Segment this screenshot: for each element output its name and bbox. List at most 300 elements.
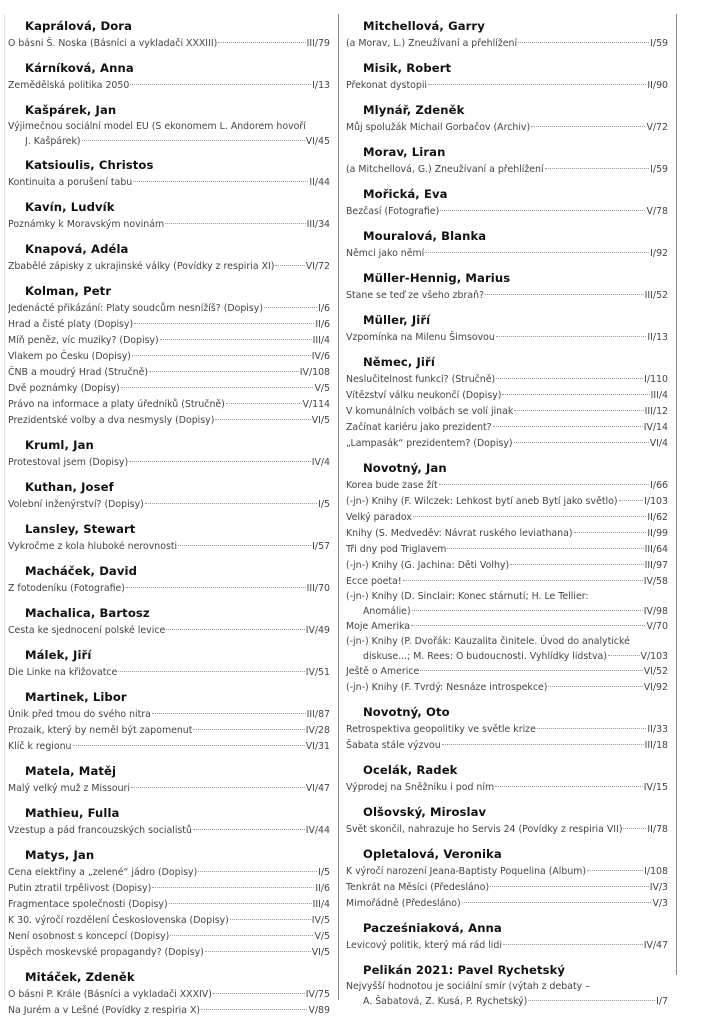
issue-page: III/52 (644, 290, 668, 301)
article-entry[interactable] (8, 349, 330, 365)
article-title: Stane se teď ze všeho zbraň? (346, 290, 484, 301)
article-entry[interactable] (8, 929, 330, 945)
article-entry[interactable] (8, 365, 330, 381)
dot-leader (428, 84, 646, 85)
article-entry[interactable] (346, 558, 668, 574)
dot-leader (131, 787, 305, 788)
article-entry[interactable] (346, 420, 668, 436)
article-entry[interactable] (8, 317, 330, 333)
article-row (8, 929, 330, 945)
dot-leader (152, 713, 306, 714)
issue-page: IV/5 (311, 915, 330, 926)
author-name: Mitáček, Zdeněk (25, 970, 135, 984)
issue-page: IV/14 (643, 422, 668, 433)
article-entry[interactable] (8, 987, 330, 1003)
dot-leader (531, 126, 645, 127)
article-row (346, 722, 668, 738)
author-name: Mouralová, Blanka (363, 229, 487, 243)
author-name: Pelikán 2021: Pavel Rychetský (363, 963, 566, 977)
article-entry[interactable] (8, 381, 330, 397)
author-name: Novotný, Oto (363, 705, 450, 719)
article-entry[interactable] (346, 288, 668, 304)
issue-page: I/108 (644, 866, 668, 877)
article-entry[interactable] (8, 413, 330, 429)
article-title: Němci jako němí (346, 248, 425, 259)
author-name: Kavín, Ludvík (25, 200, 115, 214)
issue-page: II/78 (647, 824, 668, 835)
author-entry (346, 17, 668, 52)
author-entry (8, 846, 330, 961)
article-title: Vykročme z kola hluboké nerovnosti (8, 541, 178, 552)
article-entry[interactable] (346, 635, 668, 664)
dot-leader (166, 629, 304, 630)
issue-page: IV/51 (305, 667, 330, 678)
article-row (8, 665, 330, 681)
article-row (8, 413, 330, 429)
author-entry (8, 240, 330, 275)
article-entry[interactable] (346, 738, 668, 754)
dot-leader (73, 745, 305, 746)
article-row (8, 865, 330, 881)
article-entry[interactable] (8, 36, 330, 52)
article-row (346, 822, 668, 838)
index-column-right (346, 17, 668, 1016)
issue-page: V/5 (314, 383, 330, 394)
author-entry (8, 101, 330, 149)
article-row (346, 604, 668, 619)
article-row (346, 664, 668, 680)
dot-leader (169, 903, 312, 904)
issue-page: VI/5 (311, 415, 330, 426)
article-row (8, 897, 330, 913)
author-name: Olšovský, Miroslav (363, 805, 487, 819)
author-entry (8, 646, 330, 681)
issue-page: IV/6 (311, 351, 330, 362)
issue-page: V/70 (646, 621, 668, 632)
issue-page: III/79 (306, 38, 330, 49)
author-entry (346, 101, 668, 136)
dot-leader (130, 84, 311, 85)
article-entry[interactable] (8, 1003, 330, 1019)
article-title: Nejvyšší hodnotou je sociální smír (výtah z debaty – (346, 981, 590, 992)
article-row (8, 259, 330, 275)
article-entry[interactable] (8, 739, 330, 755)
article-title: Právo na informace a platy úředníků (Stručně) (8, 399, 225, 410)
issue-page: VI/4 (649, 438, 668, 449)
article-entry[interactable] (8, 333, 330, 349)
article-title: Hrad a čisté platy (Dopisy) (8, 319, 134, 330)
author-name: Matela, Matěj (25, 764, 117, 778)
right-column-rule (676, 14, 677, 975)
article-title: Levicový politik, který má rád lidi (346, 940, 502, 951)
issue-page: V/78 (646, 206, 668, 217)
dot-leader (82, 140, 305, 141)
article-entry[interactable] (8, 881, 330, 897)
article-entry[interactable] (346, 590, 668, 619)
author-entry (8, 478, 330, 513)
article-title: Můj spolužák Michail Gorbačov (Archiv) (346, 122, 531, 133)
author-entry (346, 185, 668, 220)
article-title: Mimořádně (Předesláno) (346, 898, 461, 909)
article-title: V komunálních volbách se volí jinak (346, 406, 514, 417)
article-row (346, 478, 668, 494)
author-entry (346, 227, 668, 262)
author-entry (346, 761, 668, 796)
dot-leader (198, 871, 317, 872)
article-row (8, 581, 330, 597)
article-entry[interactable] (8, 175, 330, 191)
article-row (346, 420, 668, 436)
article-title: „Lampasák“ prezidentem? (Dopisy) (346, 438, 513, 449)
author-entry (8, 562, 330, 597)
issue-page: I/13 (312, 80, 330, 91)
article-row (8, 497, 330, 513)
article-row (8, 301, 330, 317)
dot-leader (145, 503, 317, 504)
article-row (8, 781, 330, 797)
author-name: Kuthan, Josef (25, 480, 114, 494)
article-title: Vlakem po Česku (Dopisy) (8, 351, 131, 362)
article-row (346, 542, 668, 558)
dot-leader (132, 355, 311, 356)
article-entry[interactable] (346, 372, 668, 388)
issue-page: I/103 (644, 496, 668, 507)
author-entry (8, 156, 330, 191)
dot-leader (623, 828, 646, 829)
article-row (8, 78, 330, 94)
article-row (346, 510, 668, 526)
issue-page: IV/49 (305, 625, 330, 636)
dot-leader (129, 461, 311, 462)
author-name: Pacześniaková, Anna (363, 921, 502, 935)
article-title: Volební inženýrství? (Dopisy) (8, 499, 144, 510)
article-entry[interactable] (346, 478, 668, 494)
author-name: Martinek, Libor (25, 690, 127, 704)
dot-leader (213, 993, 305, 994)
dot-leader (537, 728, 647, 729)
issue-page: V/72 (646, 122, 668, 133)
article-entry[interactable] (346, 78, 668, 94)
article-row (346, 372, 668, 388)
issue-page: VI/31 (305, 741, 330, 752)
author-name: Müller-Hennig, Marius (363, 271, 511, 285)
article-entry[interactable] (346, 120, 668, 136)
article-row (8, 455, 330, 471)
dot-leader (485, 294, 644, 295)
author-name: Ocelák, Radek (363, 763, 458, 777)
article-entry[interactable] (346, 896, 668, 912)
issue-page: V/3 (652, 898, 668, 909)
article-entry[interactable] (346, 404, 668, 420)
dot-leader (134, 323, 314, 324)
issue-page: VI/52 (643, 666, 668, 677)
article-entry[interactable] (346, 246, 668, 262)
issue-page: I/57 (312, 541, 330, 552)
article-entry[interactable] (346, 494, 668, 510)
article-entry[interactable] (8, 865, 330, 881)
issue-page: IV/98 (643, 606, 668, 617)
article-entry[interactable] (346, 330, 668, 346)
issue-page: IV/44 (305, 825, 330, 836)
dot-leader (193, 729, 304, 730)
issue-page: III/34 (306, 219, 330, 230)
author-entry (346, 961, 668, 1009)
issue-page: III/4 (312, 335, 330, 346)
dot-leader (493, 426, 643, 427)
author-name: Mořická, Eva (363, 187, 448, 201)
author-entry (346, 143, 668, 178)
dot-leader (608, 655, 640, 656)
article-entry[interactable] (8, 913, 330, 929)
author-entry (8, 282, 330, 429)
dot-leader (165, 223, 306, 224)
article-title: Knihy (S. Medveděv: Návrat ruského leviathana) (346, 528, 573, 539)
article-entry[interactable] (346, 574, 668, 590)
article-row (346, 574, 668, 590)
dot-leader (490, 886, 649, 887)
article-title: Úspěch moskevské propagandy? (Dopisy) (8, 947, 204, 958)
article-entry[interactable] (8, 945, 330, 961)
author-entry (8, 804, 330, 839)
issue-page: III/64 (644, 544, 668, 555)
dot-leader (574, 532, 647, 533)
article-title: K 30. výročí rozdělení Československa (Dopisy) (8, 915, 229, 926)
author-entry (8, 17, 330, 52)
author-entry (346, 803, 668, 838)
article-title: Ještě o Americe (346, 666, 420, 677)
dot-leader (205, 951, 311, 952)
article-entry[interactable] (8, 581, 330, 597)
article-title: Velký paradox (346, 512, 412, 523)
dot-leader (275, 265, 304, 266)
article-row (8, 381, 330, 397)
article-entry[interactable] (346, 938, 668, 954)
article-title: Vítězství válku neukončí (Dopisy) (346, 390, 502, 401)
article-title: ČNB a moudrý Hrad (Stručně) (8, 367, 149, 378)
article-entry[interactable] (346, 436, 668, 452)
article-entry[interactable] (346, 619, 668, 635)
issue-page: II/62 (647, 512, 668, 523)
issue-page: II/13 (647, 332, 668, 343)
dot-leader (496, 336, 647, 337)
article-row (8, 823, 330, 839)
author-entry (8, 762, 330, 797)
issue-page: IV/4 (311, 457, 330, 468)
issue-page: III/70 (306, 583, 330, 594)
article-title: Die Linke na křižovatce (8, 667, 118, 678)
author-name: Němec, Jiří (363, 355, 435, 369)
author-name: Málek, Jiří (25, 648, 92, 662)
article-title: Prezidentské volby a dva nesmysly (Dopisy) (8, 415, 215, 426)
article-entry[interactable] (8, 301, 330, 317)
article-entry[interactable] (346, 864, 668, 880)
article-entry[interactable] (8, 397, 330, 413)
issue-page: III/18 (644, 740, 668, 751)
article-entry[interactable] (346, 526, 668, 542)
article-title: Ecce poeta! (346, 576, 402, 587)
article-entry[interactable] (346, 980, 668, 1009)
article-row (346, 330, 668, 346)
dot-leader (439, 484, 649, 485)
dot-leader (447, 548, 643, 549)
article-title-continued: A. Šabatová, Z. Kusá, P. Rychetský) (363, 996, 528, 1007)
article-entry[interactable] (8, 781, 330, 797)
dot-leader (514, 410, 643, 411)
article-entry[interactable] (8, 723, 330, 739)
author-entry (8, 59, 330, 94)
dot-leader (502, 394, 649, 395)
article-entry[interactable] (8, 217, 330, 233)
article-row (8, 723, 330, 739)
article-title: Z fotodeníku (Fotografie) (8, 583, 125, 594)
article-row (8, 175, 330, 191)
article-title: Míň peněz, víc muziky? (Dopisy) (8, 335, 159, 346)
article-title: Výjimečnou sociální model EU (S ekonomem L. Andorem hovoří (8, 121, 306, 132)
article-row (346, 738, 668, 754)
article-row (8, 349, 330, 365)
dot-leader (528, 1000, 655, 1001)
article-row (8, 217, 330, 233)
author-entry (8, 604, 330, 639)
article-entry[interactable] (8, 665, 330, 681)
article-title: Únik před tmou do svého nitra (8, 709, 151, 720)
dot-leader (149, 371, 299, 372)
issue-page: I/110 (644, 374, 668, 385)
article-title: Zemědělská politika 2050 (8, 80, 130, 91)
article-row (8, 1003, 330, 1019)
article-entry[interactable] (346, 722, 668, 738)
dot-leader (518, 42, 649, 43)
article-title: (-jn-) Knihy (G. Jachina: Děti Volhy) (346, 560, 510, 571)
dot-leader (152, 887, 314, 888)
issue-page: I/59 (650, 164, 668, 175)
dot-leader (230, 919, 311, 920)
article-title: K výročí narození Jeana-Baptisty Poquelina (Album) (346, 866, 587, 877)
article-entry[interactable] (8, 823, 330, 839)
article-title: O básni Š. Noska (Básníci a vykladači XXXIII) (8, 38, 218, 49)
author-name: Matys, Jan (25, 848, 95, 862)
article-entry[interactable] (8, 539, 330, 555)
article-row (346, 288, 668, 304)
issue-page: I/5 (318, 867, 330, 878)
dot-leader (412, 610, 643, 611)
article-row (8, 333, 330, 349)
article-entry[interactable] (8, 78, 330, 94)
article-title-continued: J. Kašpárek) (25, 136, 81, 147)
article-title: Cena elektřiny a „zelené“ jádro (Dopisy) (8, 867, 198, 878)
dot-leader (160, 339, 312, 340)
author-name: Macháček, David (25, 564, 137, 578)
article-title: Korea bude zase žít (346, 480, 438, 491)
issue-page: I/5 (318, 499, 330, 510)
article-entry[interactable] (8, 897, 330, 913)
article-row (346, 619, 668, 635)
article-row (8, 739, 330, 755)
issue-page: II/6 (315, 883, 330, 894)
article-row (346, 558, 668, 574)
author-name: Opletalová, Veronika (363, 847, 502, 861)
article-entry[interactable] (8, 623, 330, 639)
index-column-left (8, 17, 330, 1026)
dot-leader (510, 564, 644, 565)
dot-leader (126, 587, 306, 588)
page-edge (4, 14, 5, 1000)
article-entry[interactable] (8, 120, 330, 149)
author-entry (346, 845, 668, 912)
article-entry[interactable] (346, 822, 668, 838)
article-title: Prozaik, který by neměl být zapomenut (8, 725, 193, 736)
article-row (8, 623, 330, 639)
article-title: (-jn-) Knihy (D. Sinclair: Konec stárnutí; H. Le Tellier: (346, 591, 589, 602)
dot-leader (121, 387, 314, 388)
dot-leader (496, 378, 643, 379)
article-row (346, 680, 668, 696)
article-title: (-jn-) Knihy (P. Dvořák: Kauzalita činitele. Úvod do analytické (346, 636, 630, 647)
article-title: Na Jurém a v Lešné (Povídky z respiria X) (8, 1005, 201, 1016)
article-entry[interactable] (346, 36, 668, 52)
issue-page: V/89 (308, 1005, 330, 1016)
article-row (8, 987, 330, 1003)
author-name: Kolman, Petr (25, 284, 112, 298)
article-title: Svět skončil, nahrazuje ho Servis 24 (Povídky z respiria VII) (346, 824, 623, 835)
article-title: Neslučitelnost funkcí? (Stručně) (346, 374, 496, 385)
article-entry[interactable] (8, 455, 330, 471)
dot-leader (264, 307, 317, 308)
article-title: Začínat kariéru jako prezident? (346, 422, 492, 433)
dot-leader (514, 442, 649, 443)
article-row (346, 204, 668, 220)
article-entry[interactable] (346, 162, 668, 178)
article-entry[interactable] (346, 880, 668, 896)
issue-page: I/59 (650, 38, 668, 49)
dot-leader (133, 181, 308, 182)
dot-leader (545, 168, 650, 169)
issue-page: V/114 (302, 399, 330, 410)
article-entry[interactable] (8, 497, 330, 513)
article-row (346, 526, 668, 542)
article-entry[interactable] (346, 664, 668, 680)
article-row (346, 864, 668, 880)
article-row (8, 365, 330, 381)
author-entry (8, 968, 330, 1019)
article-row (346, 896, 668, 912)
article-title: Jedenácté přikázání: Platy soudcům nesnížíš? (Dopisy) (8, 303, 263, 314)
article-entry[interactable] (8, 707, 330, 723)
article-row (346, 436, 668, 452)
article-entry[interactable] (346, 680, 668, 696)
article-entry[interactable] (346, 510, 668, 526)
issue-page: III/4 (312, 899, 330, 910)
author-name: Mlynář, Zdeněk (363, 103, 465, 117)
dot-leader (201, 1009, 307, 1010)
article-title: Není osobnost s koncepcí (Dopisy) (8, 931, 170, 942)
issue-page: III/12 (644, 406, 668, 417)
dot-leader (442, 744, 644, 745)
article-title: Překonat dystopii (346, 80, 428, 91)
author-name: Misik, Robert (363, 61, 452, 75)
article-row (8, 945, 330, 961)
issue-page: I/6 (318, 303, 330, 314)
article-entry[interactable] (346, 388, 668, 404)
article-entry[interactable] (346, 780, 668, 796)
article-entry[interactable] (8, 259, 330, 275)
article-entry[interactable] (346, 542, 668, 558)
article-entry[interactable] (346, 204, 668, 220)
issue-page: VI/72 (305, 261, 330, 272)
issue-page: IV/15 (643, 782, 668, 793)
article-row (346, 388, 668, 404)
author-entry (8, 436, 330, 471)
